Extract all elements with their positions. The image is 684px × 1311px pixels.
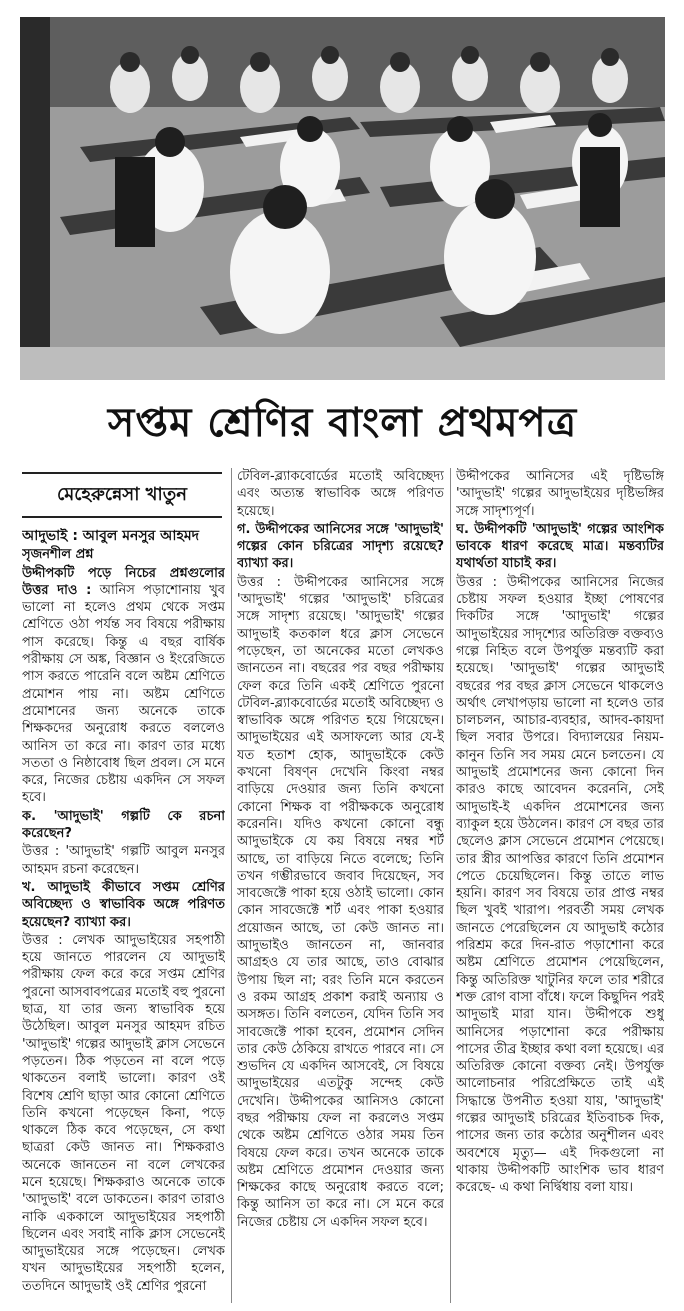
column-divider — [450, 468, 451, 1303]
byline — [22, 472, 222, 518]
question-ka: ক. 'আদুভাই' গল্পটি কে রচনা করেছেন? — [22, 808, 225, 842]
answer-kha-continued: টেবিল-ব্ল্যাকবোর্ডের মতোই অবিচ্ছেদ্য এবং অত্যন্ত স্বাভাবিক অঙ্গে পরিণত হয়েছে। — [237, 469, 444, 519]
answer-ka: উত্তর : 'আদুভাই' গল্পটি আবুল মনসুর আহমদ রচনা করেছেন। — [22, 844, 225, 877]
question-gha: ঘ. উদ্দীপকটি 'আদুভাই' গল্পের আংশিক ভাবকে ধারণ করেছে মাত্র। মন্তব্যটির যথার্থতা যাচাই কর। — [456, 521, 664, 572]
column-2 — [237, 468, 444, 1303]
answer-ga-continued: উদ্দীপকের আনিসের এই দৃষ্টিভঙ্গি 'আদুভাই' গল্পের আদুভাইয়ের দৃষ্টিভঙ্গির সঙ্গে সাদৃশ্যপূর্ণ। — [456, 469, 664, 519]
column-divider — [231, 468, 232, 1303]
answer-ga: উত্তর : উদ্দীপকের আনিসের সঙ্গে 'আদুভাই' গল্পের 'আদুভাই' চরিত্রের সঙ্গে সাদৃশ্য রয়েছে। 'আদুভাই' গল্পের আদুভাই কতকাল ধরে ক্লাস সেভেনে পড়েছেন, তা অনেকের মতো লেখকও জানতেন না। বছরের পর বছর পরীক্ষায় ফেল করে তিনি একই শ্রেণিতে পুরনো টেবিল-ব্ল্যাকবোর্ডের মতোই অবিচ্ছেদ্য ও স্বাভাবিক অঙ্গে পরিণত হয়ে গিয়েছেন। আদুভাইয়ের এই অসাফল্যে আর যে-ই যত হতাশ হোক, আদুভাইকে কেউ কখনো বিষণ্ন দেখেনি কিংবা নম্বর বাড়িয়ে দেওয়ার জন্য তিনি কখনো কোনো শিক্ষক বা পরীক্ষককে অনুরোধ করেননি। যদিও কখনো কোনো বন্ধু আদুভাইকে যে কয় বিষয়ে নম্বর শর্ট আছে, তা বাড়িয়ে নিতে বলেছে; তিনি তখন গম্ভীরভাবে জবাব দিয়েছেন, সব সাবজেক্টে পাকা হয়ে ওঠাই ভালো। কোন কোন সাবজেক্টে শর্ট এবং পাকা হওয়ার প্রয়োজন আছে, তা কেউ জানত না। আদুভাইও জানতেন না, জানবার আগ্রহও যে তার আছে, তাও বোঝার উপায় ছিল না; বরং তিনি মনে করতেন ও রকম আগ্রহ প্রকাশ করাই অন্যায় ও অসঙ্গত। তিনি বলতেন, যেদিন তিনি সব সাবজেক্টে পাকা হবেন, প্রমোশন সেদিন তার কেউ ঠেকিয়ে রাখতে পারবে না। সে শুভদিন যে একদিন আসবেই, সে বিষয়ে আদুভাইয়ের এতটুকু সন্দেহ কেউ দেখেনি। উদ্দীপকের আনিসও কোনো বছর পরীক্ষায় ফেল না করলেও সপ্তম থেকে অষ্টম শ্রেণিতে ওঠার সময় তিন বিষয়ে ফেল করে। তখন অনেকে তাকে অষ্টম শ্রেণিতে প্রমোশন দেওয়ার জন্য শিক্ষকের কাছে অনুরোধ করতে বলে; কিন্তু আনিস তা করে না। সে মনে করে নিজের চেষ্টায় সে একদিন সফল হবে। — [237, 574, 444, 1230]
stimulus-passage — [22, 565, 225, 807]
exam-hall-photo — [20, 17, 665, 380]
instruction-text: উদ্দীপকটি পড়ে নিচের প্রশ্নগুলোর উত্তর দাও : — [22, 565, 225, 598]
column-3 — [456, 468, 664, 1303]
topic-title: আদুভাই : আবুল মনসুর আহমদ — [22, 528, 200, 544]
section-label: সৃজনশীল প্রশ্ন — [22, 547, 94, 563]
answer-gha: উত্তর : উদ্দীপকের আনিসের নিজের চেষ্টায় সফল হওয়ার ইচ্ছা পোষণের দিকটির সঙ্গে 'আদুভাই' গল্পের আদুভাইয়ের সাদৃশ্যের অতিরিক্ত বক্তব্যও গল্পে নিহিত বলে উপর্যুক্ত মন্তব্যটি করা হয়েছে। 'আদুভাই' গল্পের আদুভাই বছরের পর বছর ক্লাস সেভেনে থাকলেও অর্থাৎ লেখাপড়ায় ভালো না হলেও তার চালচলন, আচার-ব্যবহার, আদব-কায়দা ছিল সবার উপরে। বিদ্যালয়ের নিয়ম-কানুন তিনি সব সময় মেনে চলতেন। যে আদুভাই প্রমোশনের জন্য কোনো দিন কারও কাছে আবেদন করেননি, সেই আদুভাই-ই একদিন প্রমোশনের জন্য ব্যাকুল হয়ে উঠলেন। কারণ সে বছর তার ছেলেও ক্লাস সেভেনে প্রমোশন পেয়েছে। তার স্ত্রীর আপত্তির কারণে তিনি প্রমোশন পেতে চেয়েছিলেন। কিন্তু তাতে লাভ হয়নি। কারণ সব বিষয়ে তার প্রাপ্ত নম্বর ছিল খুবই খারাপ। পরবর্তী সময় লেখক জানতে পেরেছিলেন যে আদুভাই কঠোর পরিশ্রম করে দিন-রাত পড়াশোনা করে অষ্টম শ্রেণিতে প্রমোশন পেয়েছিলেন, কিন্তু অতিরিক্ত খাটুনির ফলে তার শরীরে শক্ত রোগ বাসা বাঁধে। ফলে কিছুদিন পরই আদুভাই মারা যান। উদ্দীপকে শুধু আনিসের পড়াশোনা করে পরীক্ষায় পাসের তীব্র ইচ্ছার কথা বলা হয়েছে। এর অতিরিক্ত কোনো বক্তব্য নেই। উপর্যুক্ত আলোচনার পরিপ্রেক্ষিতে তাই এই সিদ্ধান্তে উপনীত হওয়া যায়, 'আদুভাই' গল্পের আদুভাই চরিত্রের ইতিবাচক দিক, পাসের জন্য তার কঠোর অনুশীলন এবং অবশেষে মৃত্যু— এই দিকগুলো না থাকায় উদ্দীপকটি আংশিক ভাব ধারণ করেছে- এ কথা নির্দ্বিধায় বলা যায়। — [456, 574, 664, 1196]
question-ga: গ. উদ্দীপকের আনিসের সঙ্গে 'আদুভাই' গল্পের কোন চরিত্রের সাদৃশ্য রয়েছে? ব্যাখ্যা কর। — [237, 521, 444, 572]
headline: সপ্তম শ্রেণির বাংলা প্রথমপত্র — [107, 398, 578, 446]
question-kha: খ. আদুভাই কীভাবে সপ্তম শ্রেণির অবিচ্ছেদ্য ও স্বাভাবিক অঙ্গে পরিণত হয়েছেন? ব্যাখ্যা কর। — [22, 879, 225, 930]
column-1 — [22, 528, 225, 1303]
author-name: মেহেরুন্নেসা খাতুন — [57, 483, 187, 505]
answer-kha: উত্তর : লেখক আদুভাইয়ের সহপাঠী হয়ে জানতে পারলেন যে আদুভাই পরীক্ষায় ফেল করে করে সপ্তম শ্রেণির পুরনো আসবাবপত্রের মতোই বহু পুরনো ছাত্র, যা তার জন্য স্বাভাবিক হয়ে উঠেছিল। আবুল মনসুর আহমদ রচিত 'আদুভাই' গল্পের আদুভাই ক্লাস সেভেনে পড়তেন। ঠিক পড়তেন না বলে পড়ে থাকতেন বলাই ভালো। কারণ ওই বিশেষ শ্রেণি ছাড়া আর কোনো শ্রেণিতে তিনি কখনো পড়েছেন কিনা, পড়ে থাকলে ঠিক কবে পড়েছেন, সে কথা ছাত্ররা কেউ জানত না। শিক্ষকরাও অনেকে জানতেন না বলে লেখকের মনে হয়েছে। শিক্ষকরাও অনেকে তাকে 'আদুভাই' বলে ডাকতেন। কারণ তারাও নাকি এককালে আদুভাইয়ের সহপাঠী ছিলেন এবং সবাই নাকি ক্লাস সেভেনেই আদুভাইয়ের সঙ্গে পড়েছেন। লেখক যখন আদুভাইয়ের সহপাঠী হলেন, ততদিনে আদুভাই ওই শ্রেণির পুরনো — [22, 932, 225, 1294]
passage-text: আনিস পড়াশোনায় খুব ভালো না হলেও প্রথম থেকে সপ্তম শ্রেণিতে ওঠা পর্যন্ত সব বিষয়ে পরীক্ষায় পাস করেছে। কিন্তু এ বছর বার্ষিক পরীক্ষায় সে অঙ্ক, বিজ্ঞান ও ইংরেজিতে পাস করতে পারেনি বলে অষ্টম শ্রেণিতে প্রমোশন পায় না। অষ্টম শ্রেণিতে প্রমোশনের জন্য অনেকে তাকে শিক্ষকদের অনুরোধ করতে বললেও আনিস তা করে না। কারণ তার মধ্যে সততা ও নিষ্ঠাবোধ ছিল প্রবল। সে মনে করে, নিজের চেষ্টায় একদিন সে সফল হবে। — [22, 582, 225, 806]
classroom-exam-photo-icon — [20, 17, 665, 380]
